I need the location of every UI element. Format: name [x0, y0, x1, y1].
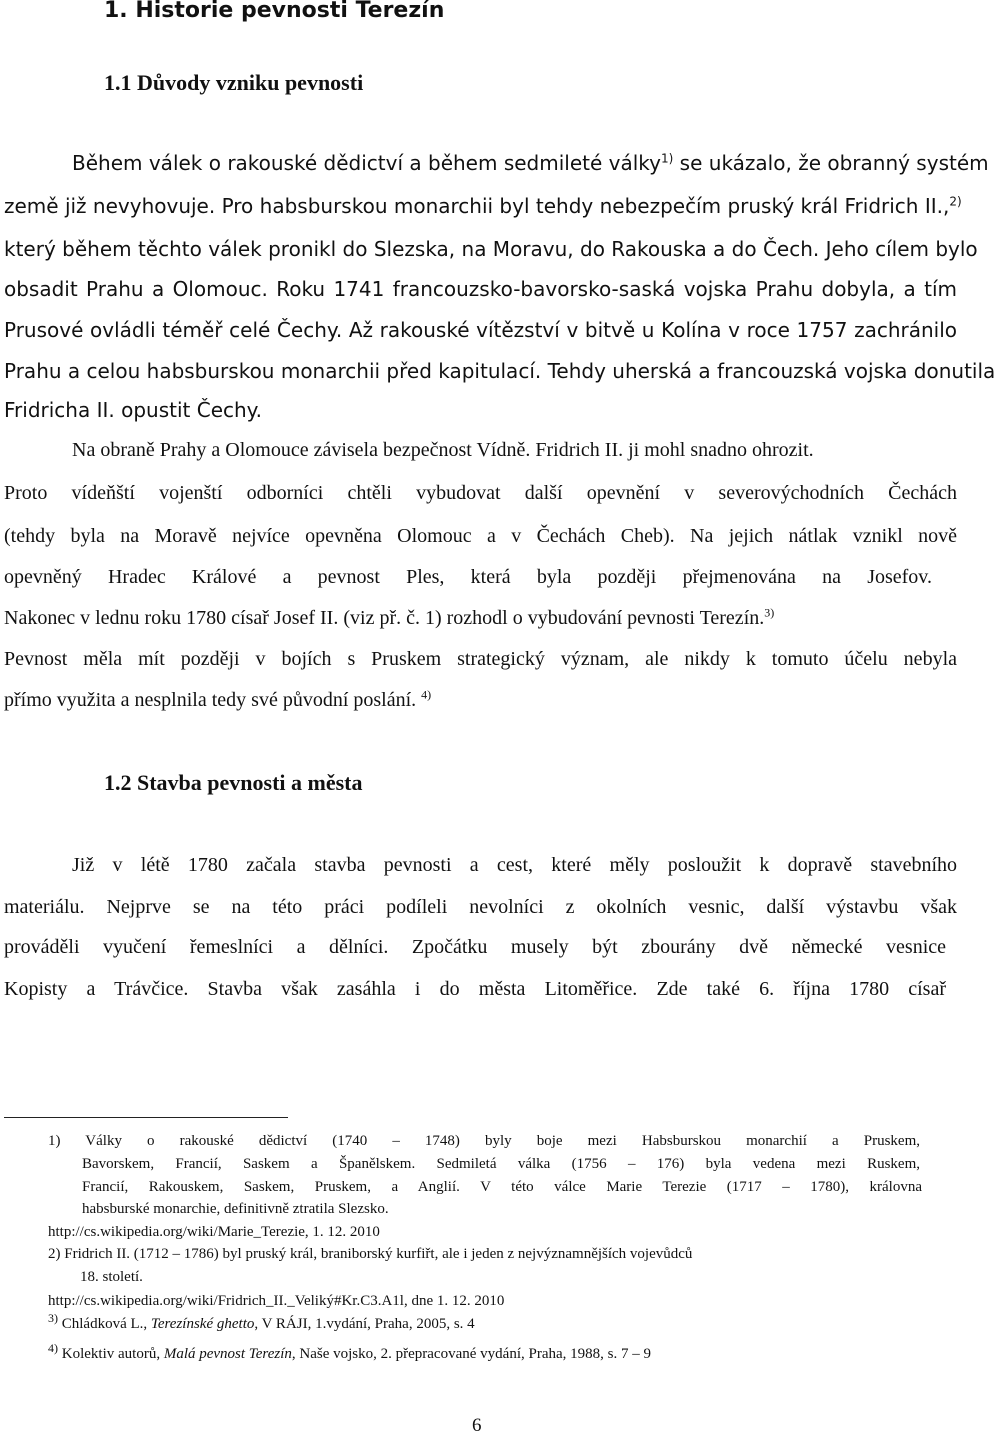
paragraph-line: země již nevyhovuje. Pro habsburskou monarchii byl tehdy nebezpečím pruský král Fridrich II.,$^{2)}$ [4, 194, 962, 218]
footnote-number: 3) [48, 1311, 58, 1325]
footnote-ref: 3) [764, 605, 775, 620]
footnote-line: habsburské monarchie, definitivně ztratila Slezsko. [82, 1201, 389, 1217]
paragraph-line: Prusové ovládli téměř celé Čechy. Až rakouské vítězství v bitvě u Kolína v roce 1757 zachránilo [4, 318, 957, 342]
footnote-line: Francií, Rakouskem, Saskem, Pruskem, a Anglií. V této válce Marie Terezie (1717 – 1780), královna [82, 1179, 922, 1195]
paragraph-line: prováděli vyučení řemeslníci a dělníci. Zpočátku musely být zbourány dvě německé vesnice [4, 936, 946, 958]
paragraph-line: Kopisty a Trávčice. Stavba však zasáhla i do města Litoměřice. Zde také 6. října 1780 císař [4, 978, 946, 1000]
footnote-line: $^{4)}$ Kolektiv autorů, Malá pevnost Terezín, Naše vojsko, 2. přepracované vydání, Praha, 1988, s. 7 – 9 [48, 1341, 651, 1362]
paragraph-line: Nakonec v lednu roku 1780 císař Josef II. (viz př. č. 1) rozhodl o vybudování pevnosti Terezín.$^{3)}$ [4, 605, 775, 629]
footnote-url[interactable]: http://cs.wikipedia.org/wiki/Marie_Terezie, 1. 12. 2010 [48, 1224, 380, 1240]
footnote-url[interactable]: http://cs.wikipedia.org/wiki/Fridrich_II._Veliký#Kr.C3.A1l, dne 1. 12. 2010 [48, 1293, 505, 1309]
section-heading-1-1: 1.1 Důvody vzniku pevnosti [104, 70, 364, 95]
paragraph-line: materiálu. Nejprve se na této práci podíleli nevolníci z okolních vesnic, další výstavbu však [4, 896, 957, 918]
paragraph-line: Během válek o rakouské dědictví a během sedmileté války$^{1)}$ se ukázalo, že obranný systém [72, 151, 989, 175]
footnote-ref: 2) [949, 194, 962, 209]
footnote-line: 18. století. [80, 1269, 143, 1285]
paragraph-line: přímo využita a nesplnila tedy své původní poslání. $^{4)}$ [4, 687, 432, 711]
section-heading-1-2: 1.2 Stavba pevnosti a města [104, 770, 363, 795]
paragraph-line: Již v létě 1780 začala stavba pevnosti a cest, které měly posloužit k dopravě stavebního [72, 854, 957, 876]
paragraph-line: opevněný Hradec Králové a pevnost Ples, která byla později přejmenována na Josefov. [4, 566, 932, 588]
footnote-line: 2) Fridrich II. (1712 – 1786) byl pruský král, braniborský kurfiřt, ale i jeden z nejvýznamnějších vojevůdců [48, 1246, 693, 1262]
footnote-ref: 1) [661, 151, 674, 166]
paragraph-line: Pevnost měla mít později v bojích s Pruskem strategický význam, ale nikdy k tomuto účelu nebyla [4, 648, 957, 670]
footnote-separator [4, 1117, 288, 1118]
footnote-ref: 4) [421, 687, 432, 702]
footnote-number: 4) [48, 1341, 58, 1355]
paragraph-line: Na obraně Prahy a Olomouce závisela bezpečnost Vídně. Fridrich II. ji mohl snadno ohrozit. [72, 439, 814, 461]
paragraph-line: Fridricha II. opustit Čechy. [4, 398, 263, 422]
paragraph-line: Prahu a celou habsburskou monarchii před kapitulací. Tehdy uherská a francouzská vojska donutila [4, 359, 995, 383]
paragraph-line: Proto vídeňští vojenští odborníci chtěli vybudovat další opevnění v severovýchodních Čechách [4, 482, 957, 504]
footnote-line: Bavorskem, Francií, Saskem a Španělskem. Sedmiletá válka (1756 – 176) byla vedena mezi Ruskem, [82, 1156, 920, 1172]
footnote-line: 1) Války o rakouské dědictví (1740 – 1748) byly boje mezi Habsburskou monarchií a Pruskem, [48, 1133, 920, 1149]
paragraph-line: který během těchto válek pronikl do Slezska, na Moravu, do Rakouska a do Čech. Jeho cílem bylo [4, 237, 978, 261]
paragraph-line: obsadit Prahu a Olomouc. Roku 1741 francouzsko-bavorsko-saská vojska Prahu dobyla, a tím [4, 277, 957, 301]
footnote-line: $^{3)}$ Chládková L., Terezínské ghetto, V RÁJI, 1.vydání, Praha, 2005, s. 4 [48, 1311, 475, 1332]
page-number: 6 [472, 1415, 482, 1436]
chapter-title: 1. Historie pevnosti Terezín [104, 0, 445, 23]
paragraph-line: (tehdy byla na Moravě nejvíce opevněna Olomouc a v Čechách Cheb). Na jejich nátlak vznikl nově [4, 525, 957, 547]
